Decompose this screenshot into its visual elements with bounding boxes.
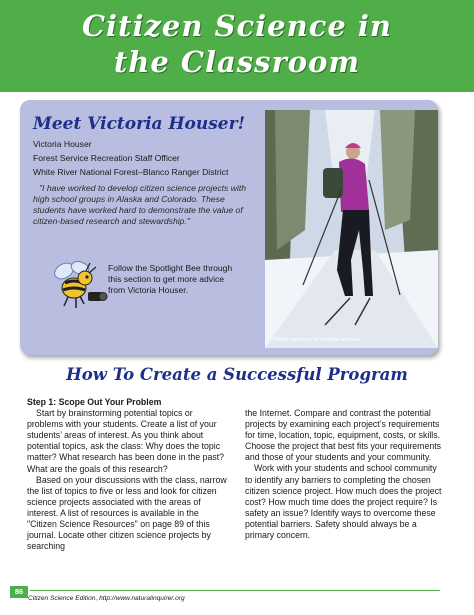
article-column-right (245, 408, 445, 541)
person-name: Victoria Houser (33, 139, 92, 149)
article-paragraph-2: Based on your discussions with the class, narrow the list of topics to five or less and look for citizen science projects associated with the areas of interest. A list of resources is available in the "Citizen Science Resources" on page 89 of this journal. Locate other citizen science projects by searching (27, 474, 227, 552)
person-quote: "I have worked to develop citizen science projects with high school groups in Alaska and Colorado. These students have worked hard to demonstrate the value of citizen-based research and stewardship." (33, 183, 247, 226)
spotlight-heading: Meet Victoria Houser! (33, 114, 246, 134)
footer-text: Citizen Science Edition, http://www.naturalinquirer.org (28, 595, 185, 602)
article-heading: How To Create a Successful Program (66, 365, 408, 384)
article-paragraph-4: Work with your students and school community to identify any barriers to completing the chosen citizen science project. How much does the project cost? How much time does the project require? Is safety an issue? Identify ways to overcome these potential barriers. Safety should always be a primary concern. (245, 463, 442, 541)
page-title-line-1: Citizen Science in (81, 9, 393, 43)
page-title (0, 8, 474, 80)
page-title-line-2: the Classroom (113, 45, 361, 79)
victoria-houser-photo (265, 110, 438, 348)
person-unit: White River National Forest–Blanco Ranger District (33, 167, 229, 177)
person-role: Forest Service Recreation Staff Officer (33, 153, 180, 163)
footer-rule (30, 590, 440, 591)
step-title: Step 1: Scope Out Your Problem (27, 397, 162, 407)
article-paragraph-1: Start by brainstorming potential topics or problems with your students. Create a list of your students’ areas of interest. As you think about potential topics, ask the class: Why does the topic matter? What research has been done in the past? What are the goals of this research? (27, 408, 224, 474)
article-paragraph-3: the Internet. Compare and contrast the potential projects by examining each project’s requirements for time, location, topic, equipment, costs, or skills. Choose the project that best fits your requirements and those of your students and your community. (245, 408, 442, 463)
spotlight-bee-icon (50, 258, 108, 314)
article-column-left (27, 397, 227, 552)
page-number: 86 (10, 586, 28, 598)
spotlight-bee-text: Follow the Spotlight Bee through this section to get more advice from Victoria Houser. (108, 263, 233, 295)
photo-caption: Photo courtesy of Victoria Houser. (273, 337, 361, 343)
